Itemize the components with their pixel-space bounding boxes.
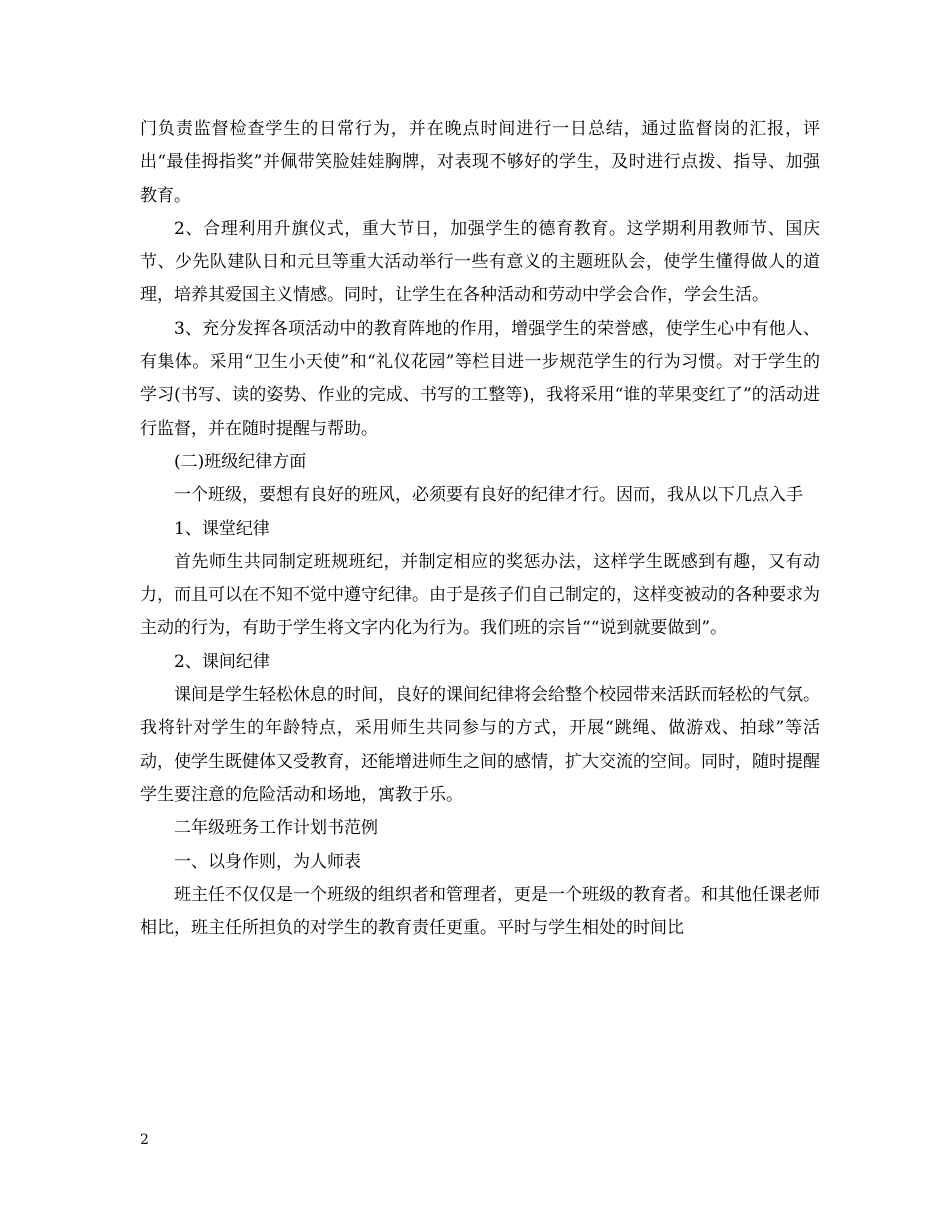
paragraph-3: 3、充分发挥各项活动中的教育阵地的作用，增强学生的荣誉感，使学生心中有他人、有集体。采用“卫生小天使”和“礼仪花园”等栏目进一步规范学生的行为习惯。对于学生的学习(书写、读的姿势、作业的完成、书写的工整等)，我将采用“谁的苹果变红了”的活动进行监督，并在随时提醒与帮助。 xyxy=(140,318,820,439)
page-number: 2 xyxy=(140,1132,149,1148)
subheading-break-discipline: 2、课间纪律 xyxy=(174,651,270,672)
paragraph-9: 课间是学生轻松休息的时间，良好的课间纪律将会给整个校园带来活跃而轻松的气氛。我将针对学生的年龄特点，采用师生共同参与的方式，开展“跳绳、做游戏、拍球”等活动，使学生既健体又受教育，还能增进师生之间的感情，扩大交流的空间。同时，随时提醒学生要注意的危险活动和场地，寓教于乐。 xyxy=(140,685,820,805)
paragraph-12: 班主任不仅仅是一个班级的组织者和管理者，更是一个班级的教育者。和其他任课老师相比，班主任所担负的对学生的教育责任更重。平时与学生相处的时间比 xyxy=(140,884,820,939)
section-title-plan-example: 二年级班务工作计划书范例 xyxy=(174,818,378,839)
subheading-classroom-discipline: 1、课堂纪律 xyxy=(174,518,270,539)
paragraph-2: 2、合理利用升旗仪式，重大节日，加强学生的德育教育。这学期利用教师节、国庆节、少先队建队日和元旦等重大活动举行一些有意义的主题班队会，使学生懂得做人的道理，培养其爱国主义情感。同时，让学生在各种活动和劳动中学会合作，学会生活。 xyxy=(140,218,820,306)
section-heading-class-discipline: (二)班级纪律方面 xyxy=(174,451,307,472)
paragraph-7: 首先师生共同制定班规班纪，并制定相应的奖惩办法，这样学生既感到有趣，又有动力，而且可以在不知不觉中遵守纪律。由于是孩子们自己制定的，这样变被动的各种要求为主动的行为，有助于学生将文字内化为行为。我们班的宗旨““说到就要做到”。 xyxy=(140,551,820,639)
paragraph-5: 一个班级，要想有良好的班风，必须要有良好的纪律才行。因而，我从以下几点入手 xyxy=(174,485,803,506)
paragraph-1: 门负责监督检查学生的日常行为，并在晚点时间进行一日总结，通过监督岗的汇报，评出“最佳拇指奖”并佩带笑脸娃娃胸牌，对表现不够好的学生，及时进行点拨、指导、加强教育。 xyxy=(140,119,820,206)
document-body xyxy=(140,113,820,945)
subheading-lead-by-example: 一、以身作则，为人师表 xyxy=(174,851,361,872)
